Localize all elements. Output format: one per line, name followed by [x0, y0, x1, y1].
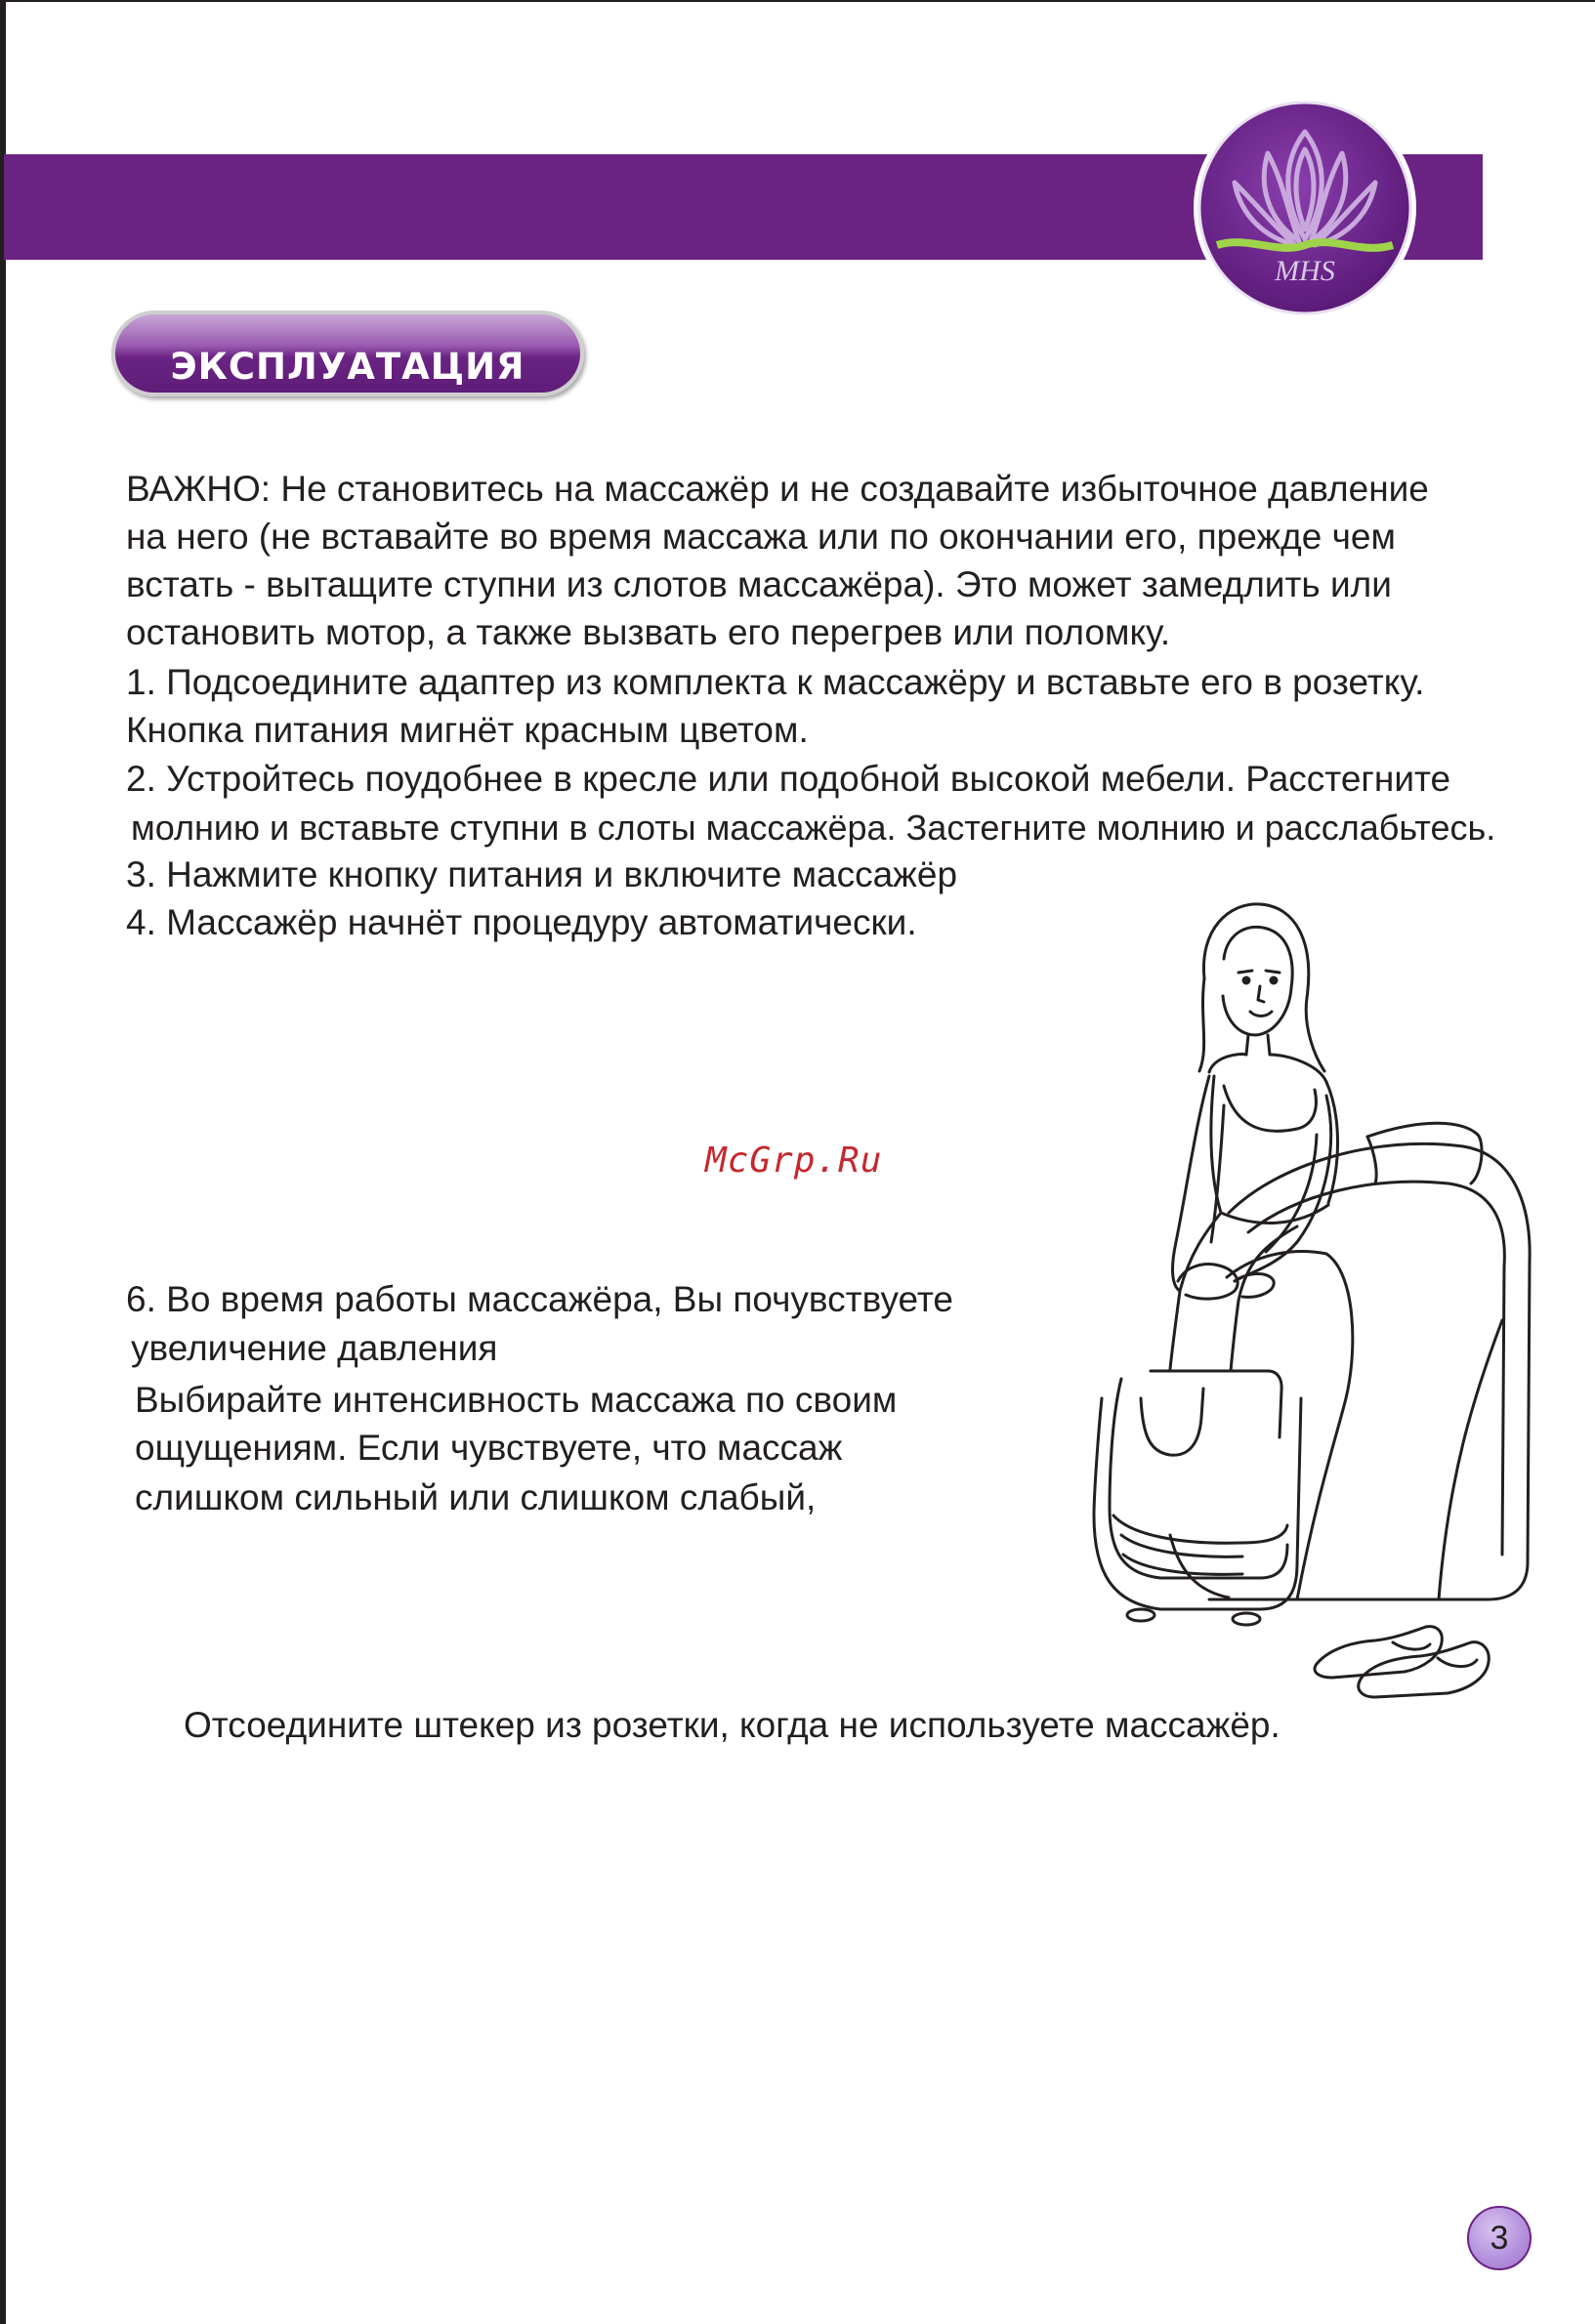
step4-line: 4. Массажёр начнёт процедуру автоматически. [126, 902, 917, 942]
step6-line-3: Выбирайте интенсивность массажа по своим [135, 1380, 898, 1420]
intro-line-1: ВАЖНО: Не становитесь на массажёр и не создавайте избыточное давление [126, 469, 1429, 509]
svg-text:MHS: MHS [1275, 255, 1335, 287]
section-title: ЭКСПЛУАТАЦИЯ [170, 346, 525, 388]
lotus-logo-icon [1190, 93, 1420, 323]
watermark: McGrp.Ru [705, 1141, 883, 1181]
left-border [0, 0, 6, 2324]
page-number-badge: 3 [1467, 2206, 1532, 2270]
step2-line-1: 2. Устройтесь поудобнее в кресле или подобной высокой мебели. Расстегните [126, 759, 1451, 799]
step6-line-4: ощущениям. Если чувствуете, что массаж [135, 1428, 843, 1468]
step3-line: 3. Нажмите кнопку питания и включите массажёр [126, 854, 958, 894]
intro-line-4: остановить мотор, а также вызвать его перегрев или поломку. [126, 612, 1171, 652]
top-border [0, 0, 1595, 2]
step6-line-5: слишком сильный или слишком слабый, [135, 1477, 817, 1517]
step2-line-2: молнию и вставьте ступни в слоты массажёра. Застегните молнию и расслабьтесь. [131, 808, 1496, 848]
section-heading-pill [111, 311, 584, 396]
woman-using-foot-massager-illustration [1004, 891, 1551, 1709]
unplug-note: Отсоедините штекер из розетки, когда не используете массажёр. [184, 1705, 1280, 1745]
intro-line-2: на него (не вставайте во время массажа или по окончании его, прежде чем [126, 517, 1396, 557]
step1-line-2: Кнопка питания мигнёт красным цветом. [126, 710, 809, 750]
step6-line-2: увеличение давления [131, 1328, 498, 1368]
intro-line-3: встать - вытащите ступни из слотов массажёра). Это может замедлить или [126, 564, 1392, 604]
step1-line-1: 1. Подсоедините адаптер из комплекта к массажёру и вставьте его в розетку. [126, 662, 1425, 702]
step6-line-1: 6. Во время работы массажёра, Вы почувствуете [126, 1279, 954, 1319]
